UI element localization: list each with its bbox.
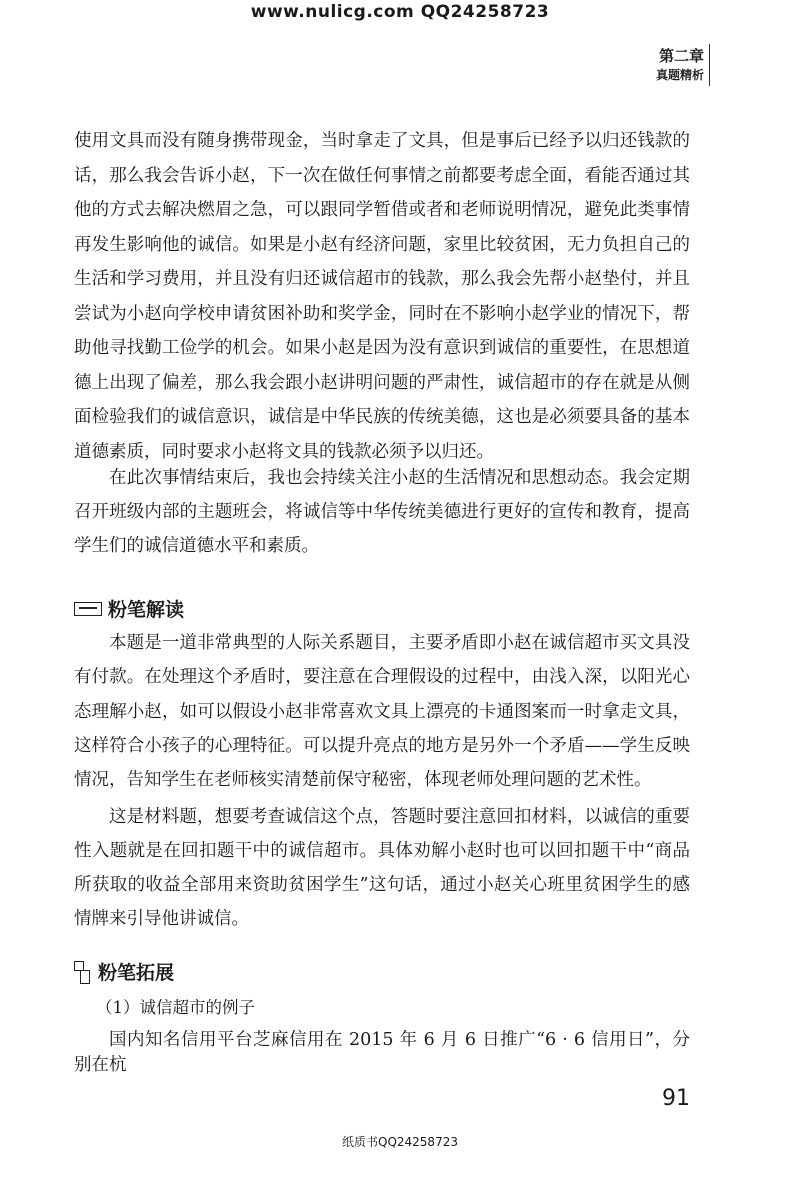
answer-closing [74, 461, 690, 563]
reading-title: 粉笔解读 [108, 599, 185, 621]
body-paragraph: 使用文具而没有随身携带现金，当时拿走了文具，但是事后已经予以归还钱款的话，那么我会告诉小赵，下一次在做任何事情之前都要考虑全面，看能否通过其他的方式去解决燃眉之急，可以跟同学暂借或者和老师说明情况，避免此类事情再发生影响他的诚信。如果是小赵有经济问题，家里比较贫困，无力负担自己的生活和学习费用，并且没有归还诚信超市的钱款，那么我会先帮小赵垫付，并且尝试为小赵向学校申请贫困补助和奖学金，同时在不影响小赵学业的情况下，帮助他寻找勤工俭学的机会。如果小赵是因为没有意识到诚信的重要性，在思想道德上出现了偏差，那么我会跟小赵讲明问题的严肃性，诚信超市的存在就是从侧面检验我们的诚信意识，诚信是中华民族的传统美德，这也是必须要具备的基本道德素质，同时要求小赵将文具的钱款必须予以归还。 [74, 131, 690, 462]
expand-heading [74, 958, 174, 985]
page-number: 91 [662, 1086, 690, 1111]
section-label: 真题精析 [655, 68, 704, 82]
answer-continuation [74, 124, 690, 469]
body-paragraph: 这是材料题，想要考查诚信这个点，答题时要注意回扣材料，以诚信的重要性入题就是在回扣题干中的诚信超市。具体劝解小赵时也可以回扣题干中“商品所获取的收益全部用来资助贫困学生”这句话，通过小赵关心班里贫困学生的感情牌来引导他讲诚信。 [74, 807, 690, 929]
body-paragraph: 国内知名信用平台芝麻信用在 2015 年 6 月 6 日推广“6 · 6 信用日”，分别在杭 [74, 1030, 690, 1075]
header-rule [709, 44, 711, 86]
reading-icon [74, 602, 102, 616]
chapter-label: 第二章 [658, 47, 704, 65]
watermark-bottom: 纸质书QQ24258723 [342, 1135, 458, 1149]
expand-paragraph [74, 1026, 690, 1076]
expand-subheading: （1）诚信超市的例子 [96, 998, 255, 1017]
reading-paragraph-1 [74, 626, 690, 797]
reading-paragraph-2 [74, 800, 690, 936]
expand-title: 粉笔拓展 [98, 962, 175, 984]
expand-icon [74, 961, 90, 983]
reading-heading [74, 595, 184, 622]
body-paragraph: 本题是一道非常典型的人际关系题目，主要矛盾即小赵在诚信超市买文具没有付款。在处理这个矛盾时，要注意在合理假设的过程中，由浅入深，以阳光心态理解小赵，如可以假设小赵非常喜欢文具上漂亮的卡通图案而一时拿走文具，这样符合小孩子的心理特征。可以提升亮点的地方是另外一个矛盾——学生反映情况，告知学生在老师核实清楚前保守秘密，体现老师处理问题的艺术性。 [74, 633, 690, 791]
watermark-top: www.nulicg.com QQ24258723 [250, 2, 550, 22]
body-paragraph: 在此次事情结束后，我也会持续关注小赵的生活情况和思想动态。我会定期召开班级内部的主题班会，将诚信等中华传统美德进行更好的宣传和教育，提高学生们的诚信道德水平和素质。 [74, 468, 690, 556]
running-header [656, 46, 704, 84]
